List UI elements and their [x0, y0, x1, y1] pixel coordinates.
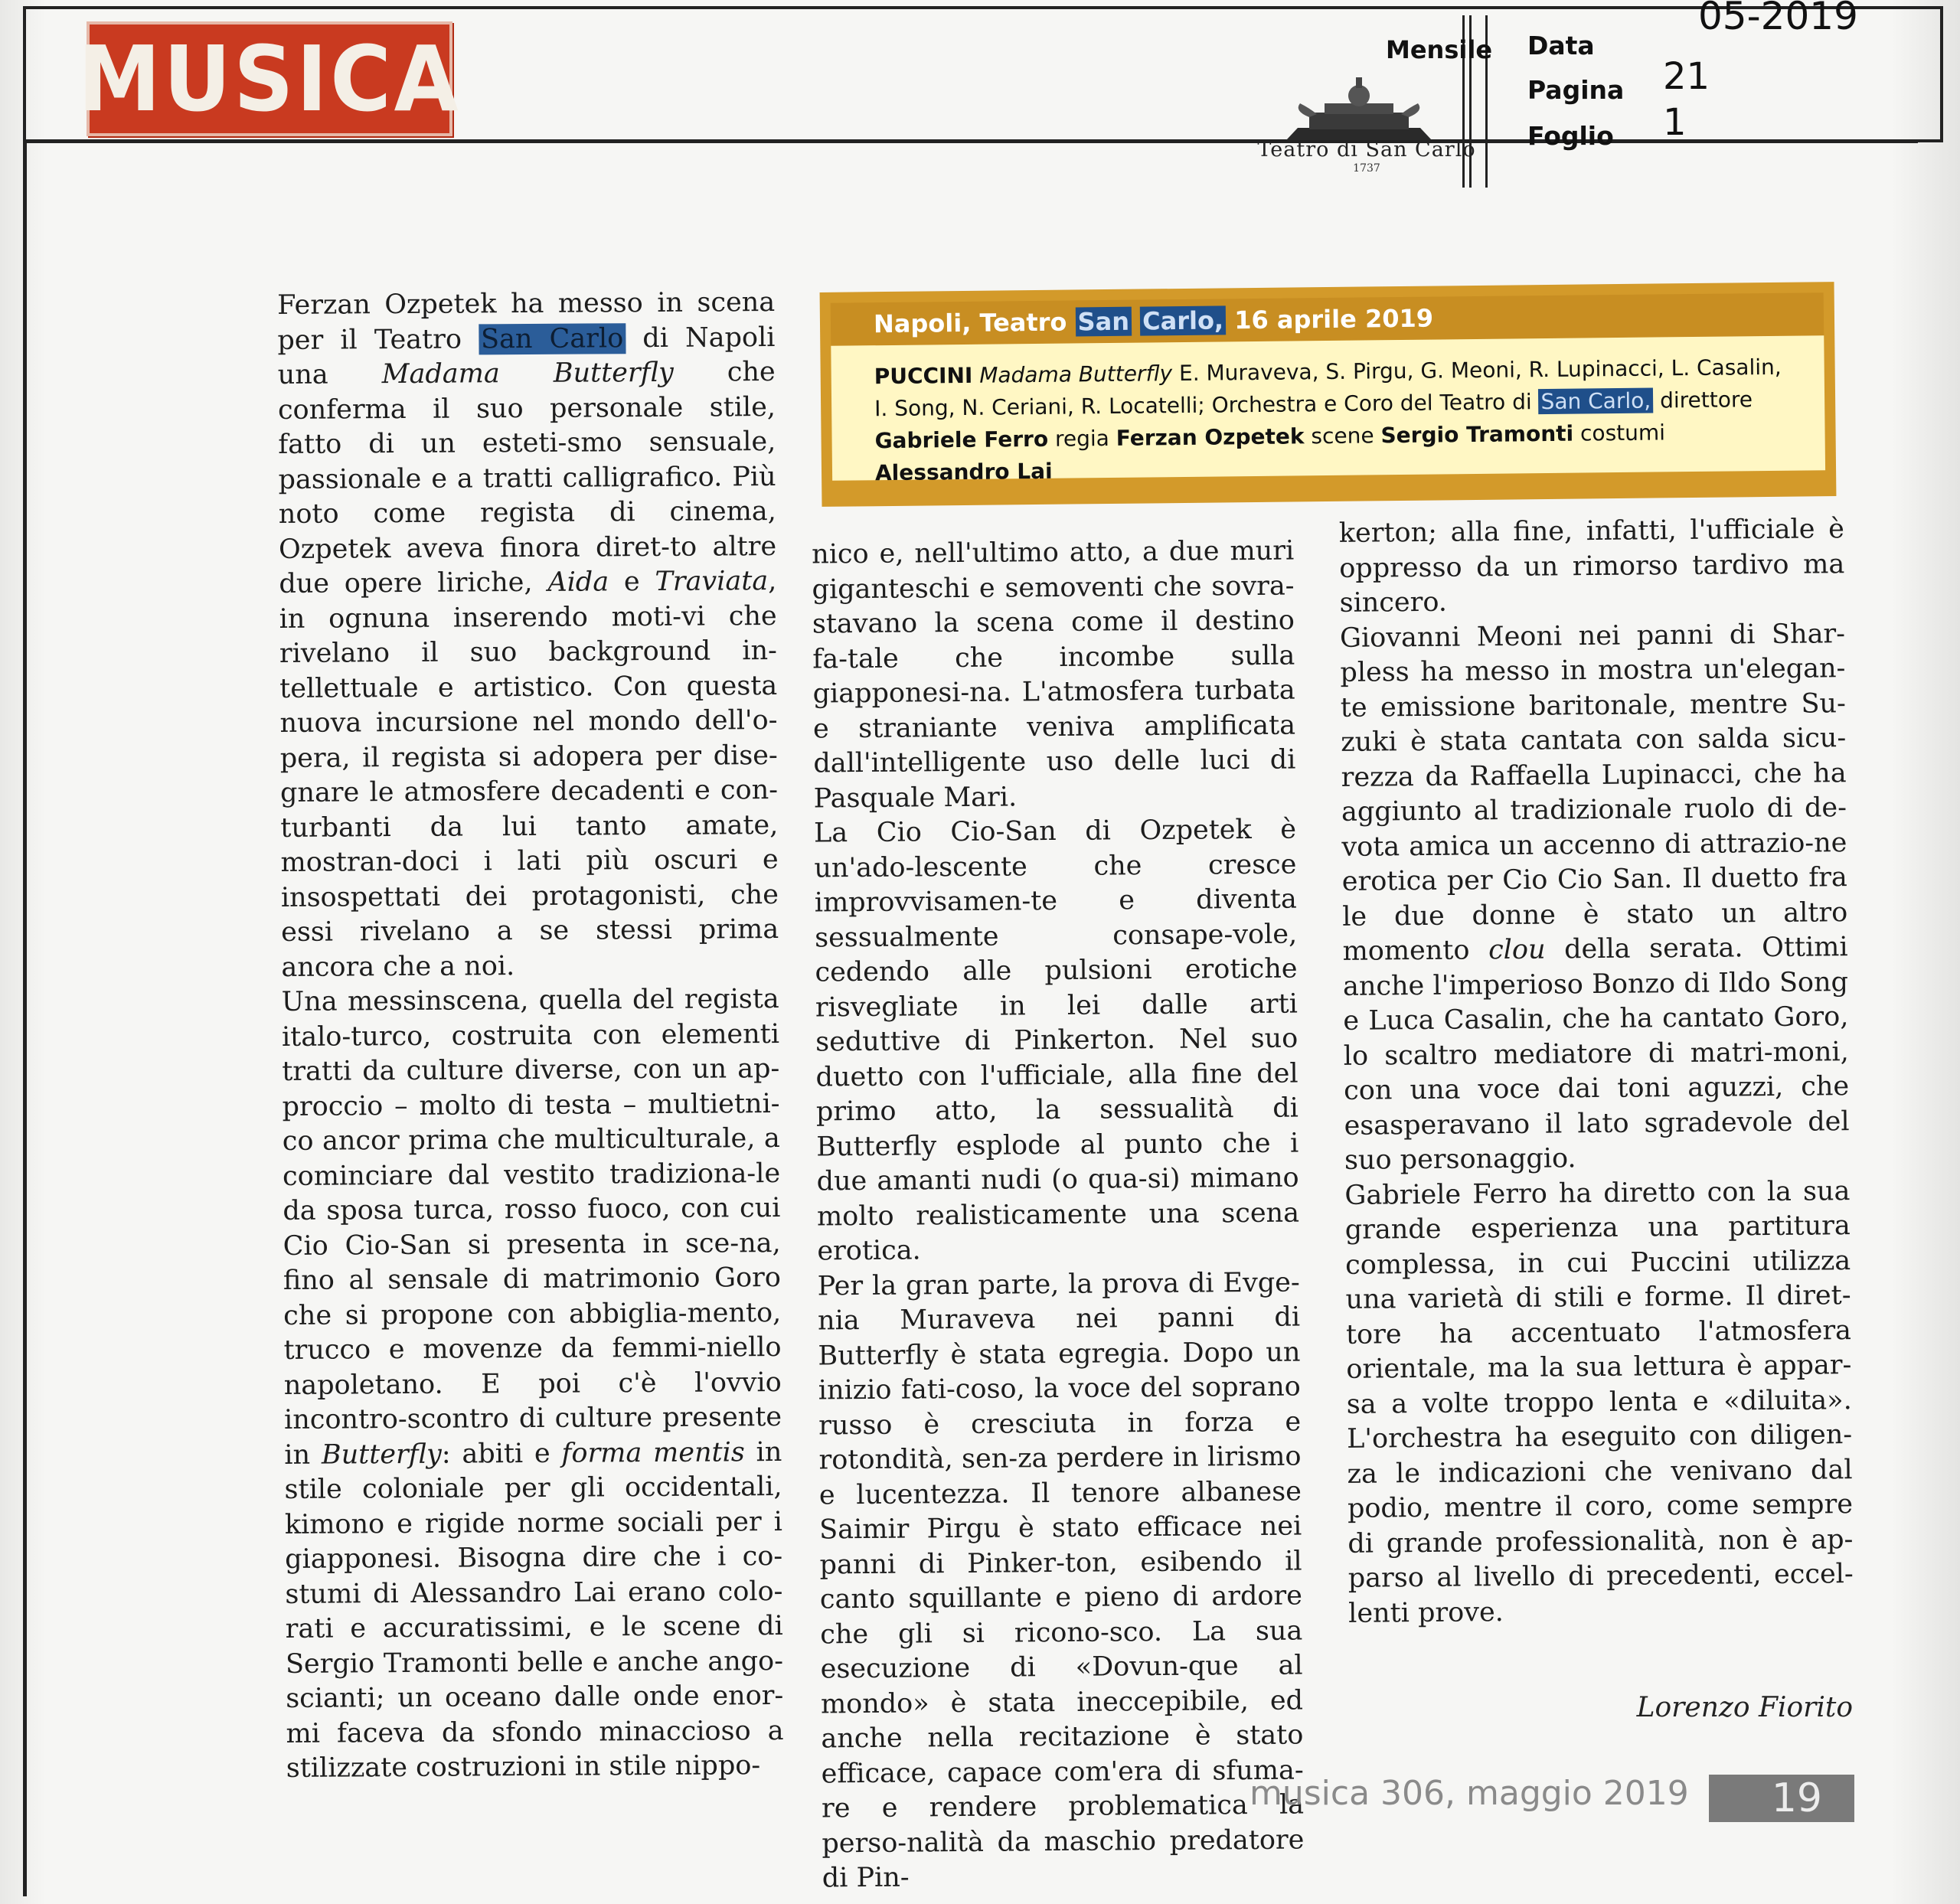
date-value: 05-2019 [1698, 0, 1858, 38]
page-label: Pagina [1527, 75, 1625, 105]
author-byline: Lorenzo Fiorito [1636, 1692, 1853, 1723]
paragraph: La Cio Cio-San di Ozpetek è un'ado-lescente che cresce improvvisamen-te e diventa sessualmente consape-vole, cedendo alle pulsioni erotiche risvegliate in lei dalle arti seduttive di Pinkerton. Nel suo duetto con l'ufficiale, alla fine del primo atto, la sessualità di Butterfly esplode al punto che i due amanti nudi (o qua-si) mimano molto realisticamente una scena erotica. [813, 814, 1300, 1267]
paragraph: nico e, nell'ultimo atto, a due muri giganteschi e semoventi che sovra-stavano la scena come il destino fa-tale che incombe sulla giapponesi-na. L'atmosfera turbata e straniante veniva amplificata dall'intelligente uso delle luci di Pasquale Mari. [812, 535, 1296, 814]
sheet-label: Foglio [1527, 121, 1614, 151]
article-column-3 [1339, 512, 1854, 1631]
paragraph: Una messinscena, quella del regista italo-turco, costruita con elementi tratti da culture diverse, con un ap-proccio – molto di testa – multietni-co ancor prima che multiculturale, a cominciare dal vestito tradiziona-le da sposa turca, rosso fuoco, con cui Cio Cio-San si presenta in sce-na, fino al sensale di matrimonio Goro che si propone con abbiglia-mento, trucco e movenze da femmi-niello napoletano. E poi c'è l'ovvio incontro-scontro di culture presente in Butterfly: abiti e forma mentis in stile coloniale per gli occidentali, kimono e rigide norme sociali per i giapponesi. Bisogna dire che i co-stumi di Alessandro Lai erano colo-rati e accuratissimi, e le scene di Sergio Tramonti belle e anche ango-scianti; un oceano dalle onde enor-mi faceva da sfondo minaccioso a stilizzate costruzioni in stile nippo- [281, 984, 784, 1784]
issue-footer: musica 306, maggio 2019 [1250, 1774, 1689, 1813]
paragraph: Per la gran parte, la prova di Evge-nia Muraveva nei panni di Butterfly è stata egregia. Dopo un inizio fati-coso, la voce del soprano russo è cresciuta in forza e rotondità, sen-za perdere in lirismo e lucentezza. Il tenore albanese Saimir Pirgu è stato efficace nei panni di Pinker-ton, esibendo il canto squillante e pieno di ardore che gli si ricono-sco. La sua esecuzione di «Dovun-que al mondo» è stata ineccepibile, ed anche nella recitazione è stato efficace, capace com'era di sfuma-re e rendere problematica la perso-nalità da maschio predatore di Pin- [817, 1267, 1305, 1894]
article-column-2 [812, 534, 1305, 1896]
info-box-header: Napoli, Teatro San Carlo, 16 aprile 2019 [831, 292, 1824, 346]
performance-info-box [820, 282, 1837, 507]
info-box-credits: PUCCINI Madama Butterfly E. Muraveva, S. Pirgu, G. Meoni, R. Lupinacci, L. Casalin, I. Song, N. Ceriani, R. Locatelli; Orchestra e Coro del Teatro di San Carlo, direttore Gabriele Ferro regia Ferzan Ozpetek scene Sergio Tramonti costumi Alessandro Lai [831, 335, 1825, 481]
frequency-label: Mensile [1386, 35, 1493, 64]
logo-text: MUSICA [77, 26, 462, 132]
page-number: 19 [1709, 1775, 1854, 1822]
musica-logo [77, 21, 462, 136]
theatre-name: Teatro di San Carlo [1257, 138, 1476, 162]
article-column-1 [277, 286, 784, 1786]
paragraph: kerton; alla fine, infatti, l'ufficiale è oppresso da un rimorso tardivo ma sincero. [1338, 514, 1845, 619]
theatre-year: 1737 [1353, 162, 1380, 175]
page-value: 21 [1663, 55, 1710, 98]
paragraph: Giovanni Meoni nei panni di Shar-pless ha messo in mostra un'elegan-te emissione baritonale, mentre Su-zuki è stata cantata con salda sicu-rezza da Raffaella Lupinacci, che ha aggiunto al tradizionale ruolo di de-vota amica un accenno di attrazio-ne erotica per Cio Cio San. Il duetto fra le due donne è stato un altro momento clou della serata. Ottimi anche l'imperioso Bonzo di Ildo Song e Luca Casalin, che ha cantato Goro, lo scaltro mediatore di matri-moni, con una voce dai toni aguzzi, che esasperavano il lato sgradevole del suo personaggio. [1339, 618, 1850, 1176]
sheet-value: 1 [1663, 101, 1687, 144]
theatre-crest-icon [1279, 73, 1439, 145]
paragraph: Ferzan Ozpetek ha messo in scena per il Teatro San Carlo di Napoli una Madama Butterfly che conferma il suo personale stile, fatto di un esteti-smo sensuale, passionale e a tratti calligrafico. Più noto come regista di cinema, Ozpetek aveva finora diret-to altre due opere liriche, Aida e Traviata, in ognuna inserendo moti-vi che rivelano il suo background in-tellettuale e artistico. Con questa nuova incursione nel mondo dell'o-pera, il regista si adopera per dise-gnare le atmosfere decadenti e con-turbanti da lui tanto amate, mostran-doci i lati più oscuri e insospettati dei protagonisti, che essi rivelano a se stessi prima ancora che a noi. [277, 287, 779, 983]
date-label: Data [1527, 31, 1595, 60]
paragraph: Gabriele Ferro ha diretto con la sua grande esperienza una partitura complessa, in cui Puccini utilizza una varietà di stili e forme. Il diret-tore ha accentuato l'atmosfera orientale, ma la sua lettura è appar-sa a volte troppo lenta e «diluita». L'orchestra ha eseguito con diligen-za le indicazioni che venivano dal podio, mentre il coro, come sempre di grande professionalità, non è ap-parso al livello di precedenti, eccel-lenti prove. [1344, 1175, 1854, 1629]
